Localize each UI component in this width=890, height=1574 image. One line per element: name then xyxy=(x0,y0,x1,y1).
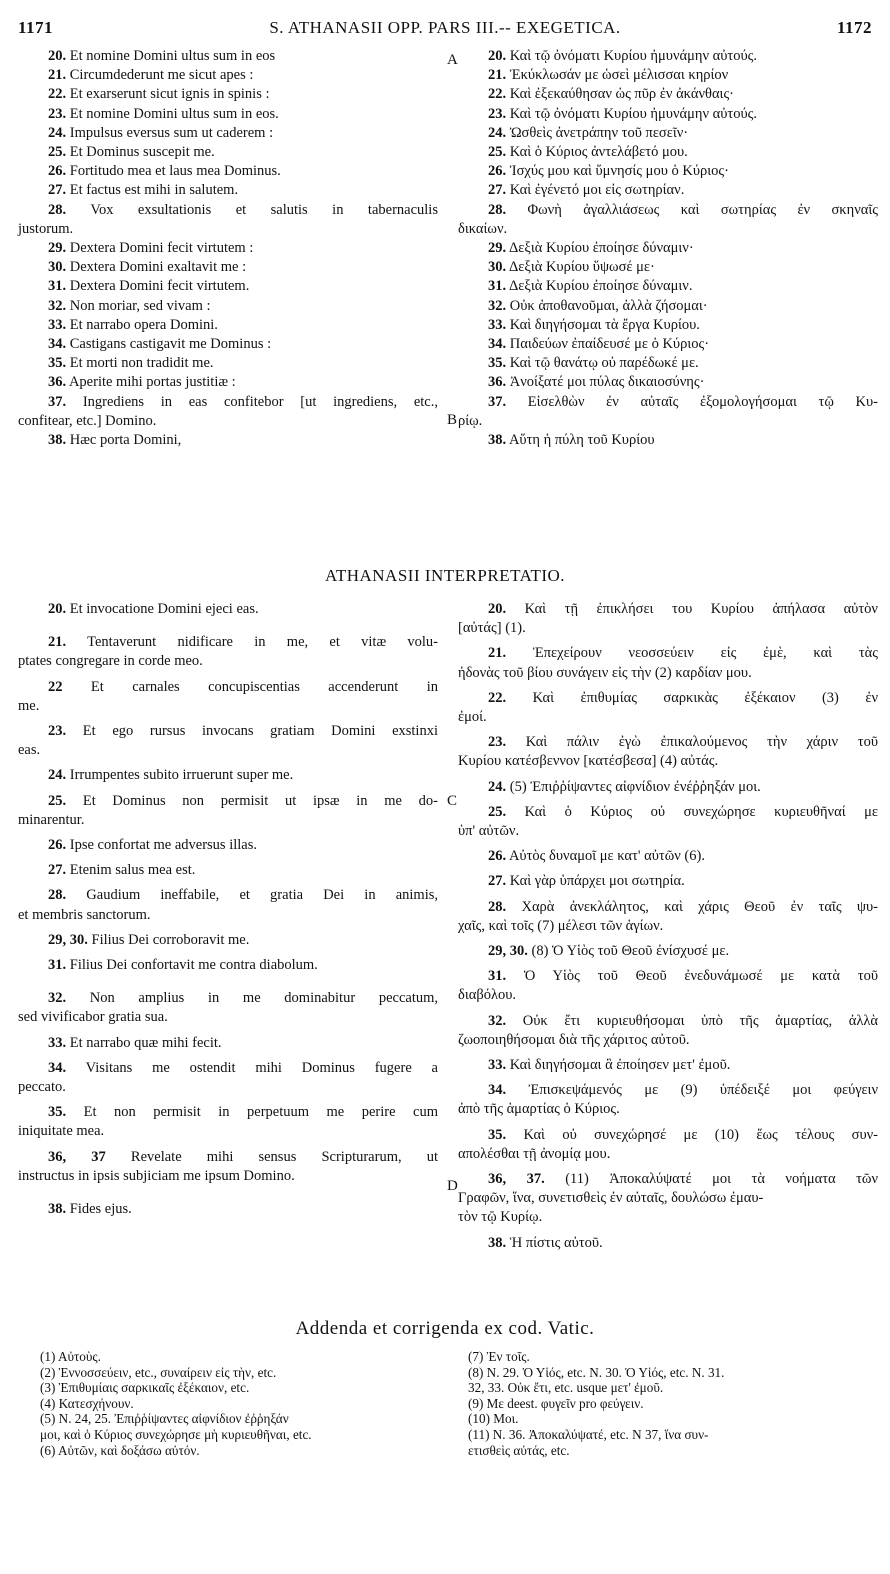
margin-letter-c: C xyxy=(447,793,458,809)
verse-number: 35. xyxy=(48,1104,67,1121)
verse-continuation: ζωοποιηθήσομαι διὰ τῆς χάριτος αὐτοῦ. xyxy=(458,1031,690,1048)
verse-number: 21. xyxy=(48,67,67,84)
verse-text: Παιδεύων ἐπαίδευσέ με ὁ Κύριος· xyxy=(509,336,710,353)
verse-text: Καὶ οὐ συνεχώρησέ με (10) ἕως τέλους συν- xyxy=(523,1126,879,1143)
verse-text: Δεξιὰ Κυρίου ἐποίησε δύναμιν· xyxy=(508,240,694,257)
verse-line xyxy=(458,967,878,986)
verse-line xyxy=(18,431,438,450)
verse-text: Καὶ τῇ ἐπικλήσει του Κυρίου ἀπήλασα αὐτὸν xyxy=(524,601,878,617)
verse-line xyxy=(18,354,438,373)
verse-number: 22 xyxy=(48,678,63,695)
verse-text: Visitans me ostendit mihi Dominus fugere a xyxy=(85,1059,438,1076)
verse-number: 23. xyxy=(48,723,67,740)
verse-text: Ὁ Υἱὸς τοῦ Θεοῦ ἐνεδυνάμωσέ με κατὰ τοῦ xyxy=(523,968,879,985)
verse-line xyxy=(18,600,438,619)
note-line: 32, 33. Οὐκ ἔτι, etc. usque μετ' ἐμοῦ. xyxy=(468,1380,664,1396)
verse-line xyxy=(18,297,438,316)
verse-text: Et narrabo opera Domini. xyxy=(69,316,218,333)
running-title: S. ATHANASII OPP. PARS III.-- EXEGETICA. xyxy=(269,18,621,37)
note-line: (5) N. 24, 25. Ἐπιῤῥίψαντες αἰφνίδιον ἐῤῥηξάν xyxy=(40,1411,289,1427)
verse-line xyxy=(18,633,438,652)
verse-text: Καὶ ὁ Κύριος οὐ συνεχώρησε κυριευθῆναί με xyxy=(524,803,878,820)
verse-number: 20. xyxy=(488,601,507,617)
verse-number: 38. xyxy=(48,432,67,449)
verse-line xyxy=(18,931,438,950)
verse-text: Dextera Domini fecit virtutem. xyxy=(69,278,250,295)
verse-number: 34. xyxy=(48,336,67,353)
verse-line xyxy=(458,1056,878,1075)
verse-line xyxy=(458,778,878,797)
verse-text: Filius Dei confortavit me contra diabolum. xyxy=(69,957,318,974)
verse-number: 20. xyxy=(48,48,67,64)
verse-line xyxy=(18,335,438,354)
verse-number: 28. xyxy=(488,201,507,218)
verse-number: 22. xyxy=(48,86,67,103)
verse-line xyxy=(18,143,438,162)
verse-number: 30. xyxy=(488,259,507,276)
verse-line xyxy=(18,124,438,143)
verse-text: Et exarserunt sicut ignis in spinis : xyxy=(69,86,270,103)
verse-text: Et non permisit in perpetuum me perire cum xyxy=(83,1104,438,1121)
verse-line xyxy=(458,124,878,143)
verse-number: 33. xyxy=(48,316,67,333)
verse-text: Castigans castigavit me Dominus : xyxy=(69,336,272,353)
interpretatio-heading: ATHANASII INTERPRETATIO. xyxy=(324,566,566,585)
verse-text: Ἰσχύς μου καὶ ὕμνησίς μου ὁ Κύριος· xyxy=(509,163,729,180)
verse-continuation: minarentur. xyxy=(18,811,85,828)
verse-number: 38. xyxy=(488,432,507,449)
note-line: (2) Ἐννοσσεύειν, etc., συναίρειν εἰς τὴν, etc. xyxy=(40,1364,277,1380)
note-line: (6) Αὐτῶν, καὶ δοξάσω αὐτόν. xyxy=(40,1442,200,1458)
verse-line xyxy=(458,431,878,450)
verse-text: Ingrediens in eas confitebor [ut ingrediens, etc., xyxy=(82,393,438,410)
verse-line xyxy=(18,861,438,880)
verse-line xyxy=(18,956,438,975)
verse-line xyxy=(458,689,878,708)
verse-number: 29, 30. xyxy=(488,943,528,960)
verse-line xyxy=(18,792,438,811)
verse-text: Καὶ τῷ ὀνόματι Κυρίου ἠμυνάμην αὐτούς. xyxy=(509,48,758,64)
verse-number: 24. xyxy=(48,767,67,784)
verse-continuation: confitear, etc.] Domino. xyxy=(18,412,157,429)
verse-number: 38. xyxy=(48,1201,67,1218)
verse-number: 24. xyxy=(488,778,507,795)
verse-text: Tentaverunt nidificare in me, et vitæ volu- xyxy=(87,634,438,651)
verse-line xyxy=(458,803,878,822)
verse-text: Ἐπισκεψάμενός με (9) ὑπέδειξέ μοι φεύγειν xyxy=(528,1082,878,1099)
verse-number: 38. xyxy=(488,1234,507,1251)
verse-continuation: ὑπ' αὐτῶν. xyxy=(458,823,520,840)
verse-text: Ἡ πίστις αὐτοῦ. xyxy=(509,1234,603,1251)
verse-line xyxy=(18,886,438,905)
verse-text: Εἰσελθὼν ἐν αὐταῖς ἐξομολογήσομαι τῷ Κυ- xyxy=(527,393,878,410)
verse-number: 27. xyxy=(48,182,67,199)
verse-text: (11) Ἀποκαλύψατέ μοι τὰ νοήματα τῶν xyxy=(565,1171,879,1188)
verse-line xyxy=(18,393,438,412)
verse-line xyxy=(458,1234,878,1253)
verse-number: 29. xyxy=(488,240,507,257)
verse-text: Et carnales concupiscentias accenderunt in xyxy=(90,678,439,695)
verse-text: Αὐτὸς δυναμοῖ με κατ' αὐτῶν (6). xyxy=(508,848,705,865)
verse-text: Καὶ τῷ ὀνόματι Κυρίου ἠμυνάμην αὐτούς. xyxy=(509,105,758,122)
verse-text: Fortitudo mea et laus mea Dominus. xyxy=(69,163,281,180)
verse-line xyxy=(458,942,878,961)
verse-continuation: ἀπὸ τῆς ἁμαρτίας ὁ Κύριος. xyxy=(458,1101,620,1118)
verse-line xyxy=(18,258,438,277)
verse-number: 29. xyxy=(48,240,67,257)
margin-letter-d: D xyxy=(447,1178,458,1194)
verse-text: Et nomine Domini ultus sum in eos. xyxy=(69,105,279,122)
verse-line xyxy=(18,316,438,335)
verse-number: 36. xyxy=(488,374,507,391)
verse-number: 24. xyxy=(488,124,507,141)
note-line: μοι, καὶ ὁ Κύριος συνεχώρησε μὴ κυριευθῆναι, etc. xyxy=(40,1426,312,1442)
verse-text: Non amplius in me dominabitur peccatum, xyxy=(89,990,438,1007)
verse-text: Καὶ ἐγένετό μοι εἰς σωτηρίαν. xyxy=(509,182,685,199)
verse-line xyxy=(458,143,878,162)
verse-text: Δεξιὰ Κυρίου ὕψωσέ με· xyxy=(508,259,655,276)
verse-text: Filius Dei corroboravit me. xyxy=(91,931,250,948)
verse-number: 31. xyxy=(488,968,507,985)
addenda-right-column xyxy=(468,1349,868,1458)
verse-number: 23. xyxy=(488,105,507,122)
verse-number: 27. xyxy=(488,873,507,890)
verse-continuation: sed vivificabor gratia sua. xyxy=(18,1009,168,1026)
verse-number: 34. xyxy=(48,1059,67,1076)
verse-line xyxy=(458,644,878,663)
verse-continuation: eas. xyxy=(18,742,41,759)
verse-number: 25. xyxy=(48,792,67,809)
verse-line xyxy=(458,181,878,200)
verse-text: Καὶ ἐπιθυμίας σαρκικὰς ἐξέκαιον (3) ἐν xyxy=(532,689,878,706)
note-line: ετισθεὶς αὐτάς, etc. xyxy=(468,1442,570,1458)
verse-text: Gaudium ineffabile, et gratia Dei in animis, xyxy=(86,887,439,904)
verse-number: 26. xyxy=(48,163,67,180)
verse-line xyxy=(458,898,878,917)
verse-number: 37. xyxy=(488,393,507,410)
verse-number: 26. xyxy=(488,848,507,865)
verse-line xyxy=(18,201,438,220)
verse-line xyxy=(458,1170,878,1189)
verse-line xyxy=(18,373,438,392)
verse-text: Καὶ διηγήσομαι ἃ ἐποίησεν μετ' ἐμοῦ. xyxy=(509,1057,731,1074)
note-line: (10) Μοι. xyxy=(468,1411,519,1427)
page-number-left: 1171 xyxy=(18,18,54,37)
verse-line xyxy=(458,162,878,181)
verse-number: 21. xyxy=(488,645,507,662)
verse-number: 27. xyxy=(488,182,507,199)
verse-line xyxy=(458,733,878,752)
verse-line xyxy=(18,66,438,85)
verse-number: 36, 37 xyxy=(48,1148,106,1165)
verse-text: Et nomine Domini ultus sum in eos xyxy=(69,48,276,64)
verse-number: 37. xyxy=(48,393,67,410)
verse-line xyxy=(18,239,438,258)
verse-line xyxy=(458,277,878,296)
verse-continuation: τὸν τῷ Κυρίῳ. xyxy=(458,1209,543,1226)
verse-number: 26. xyxy=(48,837,67,854)
verse-line xyxy=(458,354,878,373)
verse-number: 31. xyxy=(48,278,67,295)
verse-text: Irrumpentes subito irruerunt super me. xyxy=(69,767,294,784)
verse-number: 27. xyxy=(48,862,67,879)
verse-line xyxy=(18,1034,438,1053)
verse-number: 25. xyxy=(48,144,67,161)
verse-line xyxy=(458,201,878,220)
note-line: (8) N. 29. Ὁ Υἱός, etc. N. 30. Ὁ Υἱός, etc. N. 31. xyxy=(468,1364,725,1380)
verse-text: Aperite mihi portas justitiæ : xyxy=(68,374,236,391)
verse-line xyxy=(458,600,878,619)
note-line: (9) Με deest. φυγεῖν pro φεύγειν. xyxy=(468,1395,644,1411)
verse-line xyxy=(18,1200,438,1219)
note-line: (11) N. 36. Ἀποκαλύψατέ, etc. N 37, ἵνα συν- xyxy=(468,1426,709,1442)
verse-number: 33. xyxy=(488,316,507,333)
verse-line xyxy=(458,1081,878,1100)
verse-number: 21. xyxy=(488,67,507,84)
verse-continuation: justorum. xyxy=(18,220,74,237)
verse-line xyxy=(18,678,438,697)
note-line: (3) Ἐπιθυμίαις σαρκικαῖς ἐξέκαιον, etc. xyxy=(40,1380,250,1396)
verse-number: 31. xyxy=(488,278,507,295)
verse-continuation: Κυρίου κατέσβεννον [κατέσβεσα] (4) αὐτάς. xyxy=(458,753,719,770)
verse-line xyxy=(458,316,878,335)
verse-line xyxy=(18,181,438,200)
verse-number: 22. xyxy=(488,689,507,706)
verse-line xyxy=(18,1148,438,1167)
verse-continuation: ρίῳ. xyxy=(458,412,483,429)
verse-text: Et Dominus suscepit me. xyxy=(69,144,215,161)
verse-text: Dextera Domini exaltavit me : xyxy=(69,259,247,276)
verse-number: 36. xyxy=(48,374,67,391)
verse-line xyxy=(18,989,438,1008)
verse-text: Et morti non tradidit me. xyxy=(69,355,214,372)
verse-number: 29, 30. xyxy=(48,931,88,948)
verse-line xyxy=(18,105,438,124)
verse-text: Δεξιὰ Κυρίου ἐποίησε δύναμιν. xyxy=(508,278,693,295)
verse-line xyxy=(458,335,878,354)
verse-text: Et invocatione Domini ejeci eas. xyxy=(69,601,259,617)
verse-number: 34. xyxy=(488,1082,507,1099)
verse-line xyxy=(458,47,878,66)
verse-line xyxy=(18,1059,438,1078)
verse-number: 30. xyxy=(48,259,67,276)
verse-text: Χαρὰ ἀνεκλάλητος, καὶ χάρις Θεοῦ ἐν ταῖς ψυ- xyxy=(521,898,878,915)
verse-continuation: ἡδονὰς τοῦ βίου συνάγειν εἰς τὴν (2) καρδίαν μου. xyxy=(458,664,752,681)
verse-continuation: δικαίων. xyxy=(458,220,508,237)
verse-line xyxy=(458,847,878,866)
verse-number: 35. xyxy=(488,355,507,372)
verse-line xyxy=(458,393,878,412)
verse-continuation: Γραφῶν, ἵνα, συνετισθεὶς ἐν αὐταῖς, δουλώσω ἐμαυ- xyxy=(458,1190,764,1207)
verse-text: Hæc porta Domini, xyxy=(69,432,182,449)
verse-number: 28. xyxy=(488,898,507,915)
verse-continuation: απολέσθαι τῇ ἀνομίᾳ μου. xyxy=(458,1145,611,1162)
verse-line xyxy=(18,162,438,181)
verse-number: 26. xyxy=(488,163,507,180)
verse-line xyxy=(18,277,438,296)
verse-text: Et ego rursus invocans gratiam Domini exstinxi xyxy=(82,723,438,740)
verse-line xyxy=(458,297,878,316)
verse-number: 28. xyxy=(48,201,67,218)
verse-text: Revelate mihi sensus Scripturarum, ut xyxy=(130,1148,439,1165)
verse-text: (5) Ἐπιῤῥίψαντες αἰφνίδιον ἐνέῤῥηξάν μοι. xyxy=(509,778,761,795)
verse-text: Etenim salus mea est. xyxy=(69,862,196,879)
verse-continuation: et membris sanctorum. xyxy=(18,906,151,923)
verse-line xyxy=(18,85,438,104)
verse-line xyxy=(458,258,878,277)
verse-text: Καὶ τῷ θανάτῳ οὐ παρέδωκέ με. xyxy=(509,355,699,372)
verse-continuation: χαῖς, καὶ τοῖς (7) μέλεσι τῶν ἁγίων. xyxy=(458,917,664,934)
psalm-latin-column xyxy=(18,47,438,450)
verse-number: 21. xyxy=(48,634,67,651)
verse-line xyxy=(458,1126,878,1145)
verse-text: Circumdederunt me sicut apes : xyxy=(69,67,254,84)
verse-text: Αὕτη ἡ πύλη τοῦ Κυρίου xyxy=(508,432,655,449)
verse-number: 23. xyxy=(48,105,67,122)
verse-number: 31. xyxy=(48,957,67,974)
verse-line xyxy=(458,239,878,258)
verse-continuation: instructus in ipsis subjiciam me ipsum Domino. xyxy=(18,1167,295,1184)
verse-line xyxy=(458,373,878,392)
verse-text: (8) Ὁ Υἱὸς τοῦ Θεοῦ ἐνίσχυσέ με. xyxy=(531,943,730,960)
verse-continuation: διαβόλου. xyxy=(458,987,517,1004)
verse-text: Φωνὴ ἀγαλλιάσεως καὶ σωτηρίας ἐν σκηναῖς xyxy=(527,201,878,218)
interpretatio-latin-column xyxy=(18,600,438,1225)
verse-number: 36, 37. xyxy=(488,1171,545,1188)
verse-text: Et Dominus non permisit ut ipsæ in me do- xyxy=(82,792,439,809)
verse-line xyxy=(18,1103,438,1122)
addenda-heading: Addenda et corrigenda ex cod. Vatic. xyxy=(295,1318,595,1339)
addenda-left-column xyxy=(40,1349,440,1458)
margin-letter-b: B xyxy=(447,412,458,428)
verse-number: 32. xyxy=(48,297,67,314)
verse-text: Καὶ ἐξεκαύθησαν ὡς πῦρ ἐν ἀκάνθαις· xyxy=(509,86,735,103)
verse-text: Καὶ ὁ Κύριος ἀντελάβετό μου. xyxy=(509,144,688,161)
verse-number: 35. xyxy=(488,1126,507,1143)
verse-number: 28. xyxy=(48,887,67,904)
verse-line xyxy=(458,66,878,85)
verse-continuation: [αὐτάς] (1). xyxy=(458,620,526,637)
verse-continuation: iniquitate mea. xyxy=(18,1123,105,1140)
verse-continuation: me. xyxy=(18,697,40,714)
verse-text: Vox exsultationis et salutis in tabernaculis xyxy=(90,201,438,218)
verse-number: 23. xyxy=(488,734,507,751)
verse-number: 25. xyxy=(488,144,507,161)
verse-line xyxy=(458,85,878,104)
verse-text: Οὐκ ἔτι κυριευθήσομαι ὑπὸ τῆς ἁμαρτίας, ἀλλὰ xyxy=(522,1012,879,1029)
verse-line xyxy=(18,836,438,855)
verse-text: Fides ejus. xyxy=(69,1201,132,1218)
verse-text: Et factus est mihi in salutem. xyxy=(69,182,239,199)
page-number-right: 1172 xyxy=(836,18,872,37)
verse-text: Ὠσθεὶς ἀνετράπην τοῦ πεσεῖν· xyxy=(509,124,689,141)
verse-line xyxy=(458,872,878,891)
margin-letter-a: A xyxy=(447,52,458,68)
verse-text: Impulsus eversus sum ut caderem : xyxy=(69,124,274,141)
psalm-greek-column xyxy=(458,47,878,450)
interpretatio-greek-column xyxy=(458,600,878,1259)
verse-text: Καὶ διηγήσομαι τὰ ἔργα Κυρίου. xyxy=(509,316,700,333)
verse-number: 20. xyxy=(488,48,507,64)
verse-number: 32. xyxy=(48,990,67,1007)
verse-number: 34. xyxy=(488,336,507,353)
verse-continuation: ἐμοί. xyxy=(458,709,487,726)
verse-continuation: ptates congregare in corde meo. xyxy=(18,653,203,670)
verse-number: 25. xyxy=(488,803,507,820)
verse-text: Non moriar, sed vivam : xyxy=(69,297,211,314)
running-header xyxy=(18,18,872,42)
verse-text: Καὶ πάλιν ἐγὼ ἐπικαλούμενος τὴν χάριν τοῦ xyxy=(525,734,878,751)
verse-line xyxy=(458,105,878,124)
verse-number: 20. xyxy=(48,601,67,617)
verse-number: 32. xyxy=(488,1012,507,1029)
note-line: (7) Ἐν τοῖς. xyxy=(468,1349,530,1364)
verse-number: 35. xyxy=(48,355,67,372)
note-line: (1) Αὐτοὺς. xyxy=(40,1349,101,1364)
note-line: (4) Κατεσχήνουν. xyxy=(40,1395,134,1411)
verse-number: 24. xyxy=(48,124,67,141)
verse-line xyxy=(18,47,438,66)
verse-number: 22. xyxy=(488,86,507,103)
verse-line xyxy=(458,1012,878,1031)
verse-number: 33. xyxy=(488,1057,507,1074)
verse-text: Dextera Domini fecit virtutem : xyxy=(69,240,254,257)
verse-text: Καὶ γὰρ ὑπάρχει μοι σωτηρία. xyxy=(509,873,685,890)
verse-line xyxy=(18,766,438,785)
verse-continuation: peccato. xyxy=(18,1079,66,1096)
verse-text: Ἐπεχείρουν νεοσσεύειν εἰς ἐμὲ, καὶ τὰς xyxy=(532,645,878,662)
verse-text: Ἀνοίξατέ μοι πύλας δικαιοσύνης· xyxy=(509,374,705,391)
verse-text: Ἐκύκλωσάν με ὡσεὶ μέλισσαι κηρίον xyxy=(509,67,729,84)
verse-text: Et narrabo quæ mihi fecit. xyxy=(69,1034,222,1051)
verse-line xyxy=(18,722,438,741)
verse-number: 33. xyxy=(48,1034,67,1051)
verse-number: 32. xyxy=(488,297,507,314)
verse-text: Ipse confortat me adversus illas. xyxy=(69,837,257,854)
verse-text: Οὐκ ἀποθανοῦμαι, ἀλλὰ ζήσομαι· xyxy=(509,297,708,314)
